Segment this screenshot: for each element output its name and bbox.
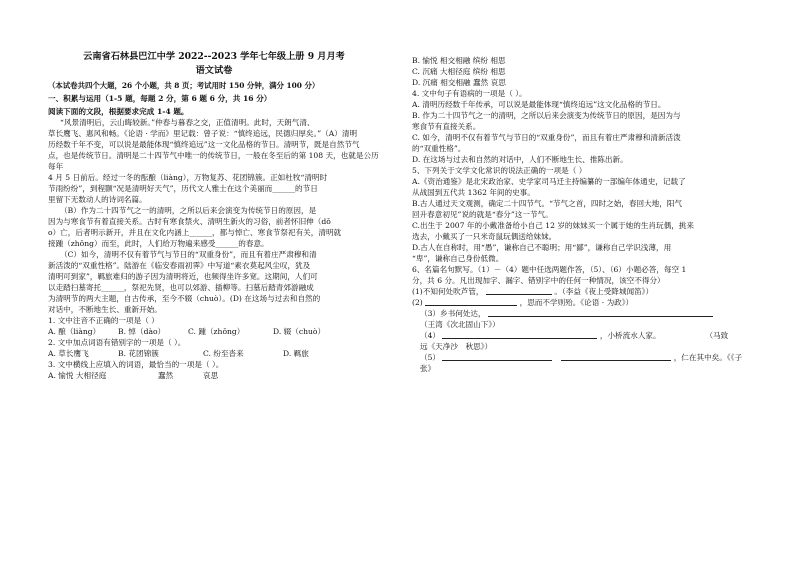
- q5-option-line: “卑”，谦称自己身份低微。: [412, 254, 504, 263]
- q5-option-line[interactable]: D.古人在自称时，用“愚”，谦称自己不聪明；用“鄙”，谦称自己学识浅薄，用: [412, 243, 672, 252]
- left-column: [48, 50, 380, 381]
- q3-option-a-part2: 蠢然: [158, 371, 174, 381]
- question-5: 5、下列关于文学文化常识的说法正确的一项是（ ）: [412, 166, 587, 175]
- q6-1-blank[interactable]: [486, 286, 552, 295]
- q6-4-source-a: （马致: [705, 331, 729, 340]
- q5-option-line: 回升春意初见”说的就是“春分”这一节气。: [412, 210, 553, 219]
- passage-line: o）亡，后者明示新开，并且在文化内涵上______，都与悼亡、寒食节祭祀有关，清明就: [48, 228, 342, 238]
- question-3: 3. 文中横线上应填入的词语，最恰当的一项是（ ）。: [48, 360, 224, 370]
- passage-line: 新活泼的“双重性格”。陆游在《临安春雨初霁》中写道“素衣莫起风尘叹，犹及: [48, 261, 311, 271]
- q6-4-prompt: （4）: [420, 331, 441, 340]
- question-3-option-a[interactable]: [48, 370, 380, 381]
- right-column: [412, 55, 748, 374]
- passage-line: 因为与寒食节有着直接关系。古时有寒食禁火、清明生新火的习俗，前者怀旧伸（dǒ: [48, 217, 331, 227]
- q3-option-a-part3: 哀思: [203, 371, 219, 381]
- question-2-options: [48, 348, 380, 359]
- q5-option-line[interactable]: C.出生于 2007 年的小戴准备给小自己 12 岁的妹妹买一个属于她的生肖玩偶，挑来: [412, 221, 694, 230]
- question-2: 2. 文中加点词语有错别字的一项是（ ）。: [48, 338, 186, 348]
- q2-option-a[interactable]: A. 草长鹰飞: [48, 349, 89, 359]
- q4-option-line: 寒食节有直接关系。: [412, 122, 481, 131]
- section1-instruction: 阅读下面的文段，根据要求完成 1-4 题。: [48, 107, 189, 117]
- passage-line: 为清明节的两大主题，自古传承，至今不辍（chuò）。(D) 在这场与过去和自然的: [48, 294, 321, 304]
- q6-3-prompt: （3）乡书何处达，: [420, 309, 486, 318]
- q6-item-3: [412, 308, 748, 319]
- passage-paragraph-2: [48, 205, 380, 249]
- q4-option-line[interactable]: D. 在这场与过去和自然的对话中，人们不断地生长、推陈出新。: [412, 155, 628, 164]
- q6-item-4: [412, 330, 748, 341]
- q1-option-a[interactable]: A. 酿（liàng）: [48, 327, 101, 337]
- q6-2-prompt: (2): [412, 298, 423, 307]
- question-1-options: [48, 326, 380, 337]
- q4-option-line[interactable]: A. 清明历经数千年传承，可以说是最能体现“慎终追远”这文化品格的节日。: [412, 100, 666, 109]
- q3-option-c[interactable]: C. 沉痛 大相径庭 缤纷 相思: [412, 67, 506, 76]
- q6-item-5: [412, 352, 748, 374]
- passage-line: 节雨纷纷”，到程颢“况是清明好天气”，历代文人雅士在这个美丽而______的节日: [48, 184, 318, 194]
- q5-option-line[interactable]: B.古人通过天文观测，确定二十四节气。“节气之首，四时之始，春回大地，阳气: [412, 199, 683, 208]
- section1-heading: 一、积累与运用（1-5 题，每题 2 分，第 6 题 6 分，共 16 分）: [48, 94, 272, 104]
- q6-4-text: ，小桥流水人家。: [599, 331, 661, 340]
- passage-line: 里留下无数动人的诗词名篇。: [48, 195, 147, 205]
- q6-1-source: 。（李益《夜上受降城闻笛》）: [554, 287, 654, 296]
- q4-option-line[interactable]: C. 如今，清明不仅有着节气与节日的“双重身份”，而且有着庄严肃穆和清新活泼: [412, 133, 681, 142]
- question-4: 4. 文中句子有语病的一项是（ ）。: [412, 89, 527, 98]
- q1-option-d[interactable]: D. 辍（chuò）: [273, 327, 326, 337]
- q6-item-1: [412, 286, 748, 297]
- q2-option-d[interactable]: D. 羁旅: [283, 349, 309, 359]
- q4-option-line: 的“双重性格”。: [412, 144, 466, 153]
- passage-line: 点，也是传统节日。清明是二十四节气中唯一的传统节日，一般在冬至后的第 108 天，也就是公历每年: [48, 151, 379, 172]
- passage-line: 接踵（zhǒng）而至，此时，人们给万物遍来感受______的春意。: [48, 239, 269, 249]
- q3-option-b[interactable]: B. 愉悦 相交相融 缤纷 相思: [412, 56, 506, 65]
- q6-1-prompt: (1)不知何处吹芦管，: [412, 287, 484, 296]
- q6-2-blank[interactable]: [425, 297, 517, 306]
- q5-option-line: 选去，小戴买了一只米奇鼠玩偶送给妹妹。: [412, 232, 557, 241]
- passage-line: 以走踏扫墓寄托______，祭祀先贤，也可以郊游、插柳等。扫墓后踏青郊游融成: [48, 283, 314, 293]
- passage-paragraph-1: [48, 117, 380, 205]
- q2-option-c[interactable]: C. 纷至沓来: [203, 349, 244, 359]
- question-6-cont: 分，共 6 分。凡出现加字、漏字、错别字中的任何一种情况，该空不得分）: [412, 276, 665, 285]
- q2-option-b[interactable]: B. 花团锦簇: [118, 349, 159, 359]
- q6-4-source-b: 远《天净沙 秋思》）: [420, 342, 493, 351]
- q3-option-a-part1: A. 愉悦 大相径庭: [48, 371, 107, 381]
- q1-option-c[interactable]: C. 踵（zhǒng）: [188, 327, 245, 337]
- q6-5-source: ，仁在其中矣。《《子张》: [420, 353, 743, 373]
- q6-3-source: （王湾《次北固山下》）: [420, 320, 500, 329]
- exam-title-line2: 语文试卷: [195, 65, 233, 77]
- passage-line: （B）作为二十四节气之一的清明，之所以后来会演变为传统节日的原因，是: [60, 206, 317, 216]
- q6-5-blank-2[interactable]: [561, 352, 671, 361]
- q6-3-blank[interactable]: [488, 308, 713, 317]
- question-1: 1. 文中注音不正确的一项是（ ）: [48, 316, 159, 326]
- question-6: 6、名篇名句默写。（1）－（4）题中任选两题作答，（5）、（6）小题必答，每空 1: [412, 265, 687, 274]
- q6-5-blank-1[interactable]: [442, 352, 552, 361]
- passage-line: （C）如今，清明不仅有着节气与节日的“双重身份”，而且有着庄严肃穆和清: [60, 250, 317, 260]
- q6-5-prompt: （5）: [420, 353, 441, 362]
- passage-line: 历经数千年不变，可以说是最能体现“慎终追远”这一文化品格的节日。清明节，既是自然节气: [48, 140, 360, 150]
- q4-option-line[interactable]: B. 作为二十四节气之一的清明，之所以后来会演变为传统节日的原因，是因为与: [412, 111, 681, 120]
- exam-title-line1: 云南省石林县巴江中学 2022--2023 学年七年级上册 9 月月考: [83, 51, 345, 62]
- q1-option-b[interactable]: B. 悼（dào）: [118, 327, 166, 337]
- q5-option-line: 从战国到五代共 1362 年间的史事。: [412, 188, 535, 197]
- q6-2-source: ，思而不学则殆。《论语 · 为政》）: [519, 298, 634, 307]
- q3-option-d[interactable]: D. 沉痛 相交相融 蠢然 哀思: [412, 78, 506, 87]
- passage-line: 4 月 5 日前后。经过一冬的酝酿（liàng），万物复苏、花团锦簇。正如杜牧“清明时: [48, 173, 328, 183]
- passage-line: “风景清明后，云山晦较新。”仲春与暮春之交，正值清明。此时，天朗气清、: [60, 118, 315, 128]
- passage-line: 对话中，不断地生长、重新开始。: [48, 305, 162, 315]
- passage-line: 草长鹰飞、惠风和畅。《论语 · 学而》里记载：曾子说：“慎终追远，民德归厚矣。”（A）清明: [48, 129, 358, 139]
- q5-option-line[interactable]: A.《资治通鉴》是北宋政治家、史学家司马迁主持编纂的一部编年体通史，记载了: [412, 177, 686, 186]
- q6-4-blank[interactable]: [442, 330, 597, 339]
- exam-note: （本试卷共四个大题，26 个小题，共 8 页；考试用时 150 分钟，满分 100 分）: [48, 80, 320, 90]
- passage-line: 清明可到家”，羁旅难归的游子因为清明将近，也频得坐许多宽。这期间，人们可: [48, 272, 318, 282]
- passage-paragraph-3: [48, 249, 380, 315]
- q6-item-2: [412, 297, 748, 308]
